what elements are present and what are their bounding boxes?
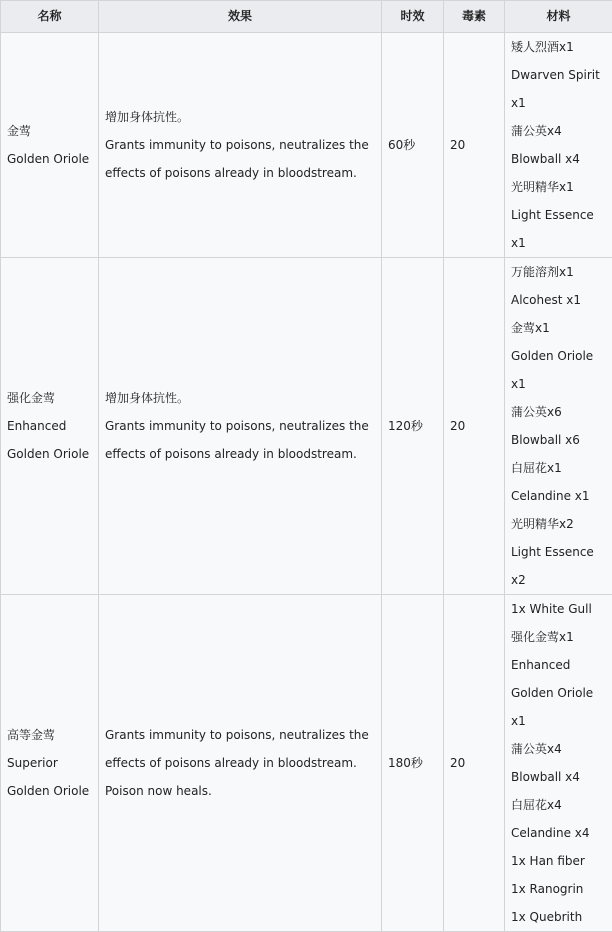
material-line: 光明精华x2 [511,510,606,538]
effect-line: Poison now heals. [105,777,375,805]
material-line: 白屈花x4 [511,791,606,819]
toxicity-cell: 20 [444,258,505,595]
header-toxicity: 毒素 [444,1,505,33]
material-line: 蒲公英x4 [511,117,606,145]
table-row [1,33,612,258]
material-line: 光明精华x1 [511,173,606,201]
material-line: Golden Oriole [511,679,606,707]
material-line: Enhanced [511,651,606,679]
material-line: x1 [511,370,606,398]
material-line: x1 [511,89,606,117]
effect-cell [99,595,382,932]
toxicity-cell: 20 [444,33,505,258]
effect-line: Grants immunity to poisons, neutralizes the [105,721,375,749]
name-en: Superior [7,749,92,777]
material-line: 矮人烈酒x1 [511,33,606,61]
toxicity-cell: 20 [444,595,505,932]
materials-cell [505,33,612,258]
name-en: Enhanced [7,412,92,440]
material-line: 蒲公英x6 [511,398,606,426]
name-cell [1,595,99,932]
name-en: Golden Oriole [7,440,92,468]
effect-line: effects of poisons already in bloodstream. [105,749,375,777]
material-line: Blowball x4 [511,763,606,791]
material-line: Dwarven Spirit [511,61,606,89]
material-line: x1 [511,707,606,735]
header-effect: 效果 [99,1,382,33]
table-row [1,595,612,932]
header-duration: 时效 [382,1,444,33]
name-cell [1,33,99,258]
name-zh: 金莺 [7,117,92,145]
material-line: 万能溶剂x1 [511,258,606,286]
effect-line: 增加身体抗性。 [105,384,375,412]
duration-cell: 180秒 [382,595,444,932]
duration-cell: 120秒 [382,258,444,595]
effect-cell [99,33,382,258]
effect-line: effects of poisons already in bloodstream. [105,440,375,468]
material-line: Celandine x1 [511,482,606,510]
material-line: 金莺x1 [511,314,606,342]
effect-line: Grants immunity to poisons, neutralizes the [105,412,375,440]
name-en: Golden Oriole [7,145,92,173]
header-row [1,1,612,33]
header-materials: 材料 [505,1,612,33]
effect-line: effects of poisons already in bloodstream. [105,159,375,187]
material-line: Blowball x6 [511,426,606,454]
material-line: 强化金莺x1 [511,623,606,651]
name-zh: 强化金莺 [7,384,92,412]
name-cell [1,258,99,595]
material-line: 1x White Gull [511,595,606,623]
effect-cell [99,258,382,595]
material-line: Light Essence x2 [511,538,606,594]
effect-line: 增加身体抗性。 [105,103,375,131]
material-line: 蒲公英x4 [511,735,606,763]
material-line: Celandine x4 [511,819,606,847]
material-line: 1x Ranogrin [511,875,606,903]
materials-cell [505,595,612,932]
table-row [1,258,612,595]
name-en: Golden Oriole [7,777,92,805]
material-line: Alcohest x1 [511,286,606,314]
material-line: 1x Quebrith [511,903,606,931]
material-line: Light Essence x1 [511,201,606,257]
header-name: 名称 [1,1,99,33]
material-line: Golden Oriole [511,342,606,370]
materials-cell [505,258,612,595]
material-line: 1x Han fiber [511,847,606,875]
material-line: Blowball x4 [511,145,606,173]
duration-cell: 60秒 [382,33,444,258]
name-zh: 高等金莺 [7,721,92,749]
material-line: 白屈花x1 [511,454,606,482]
effect-line: Grants immunity to poisons, neutralizes the [105,131,375,159]
